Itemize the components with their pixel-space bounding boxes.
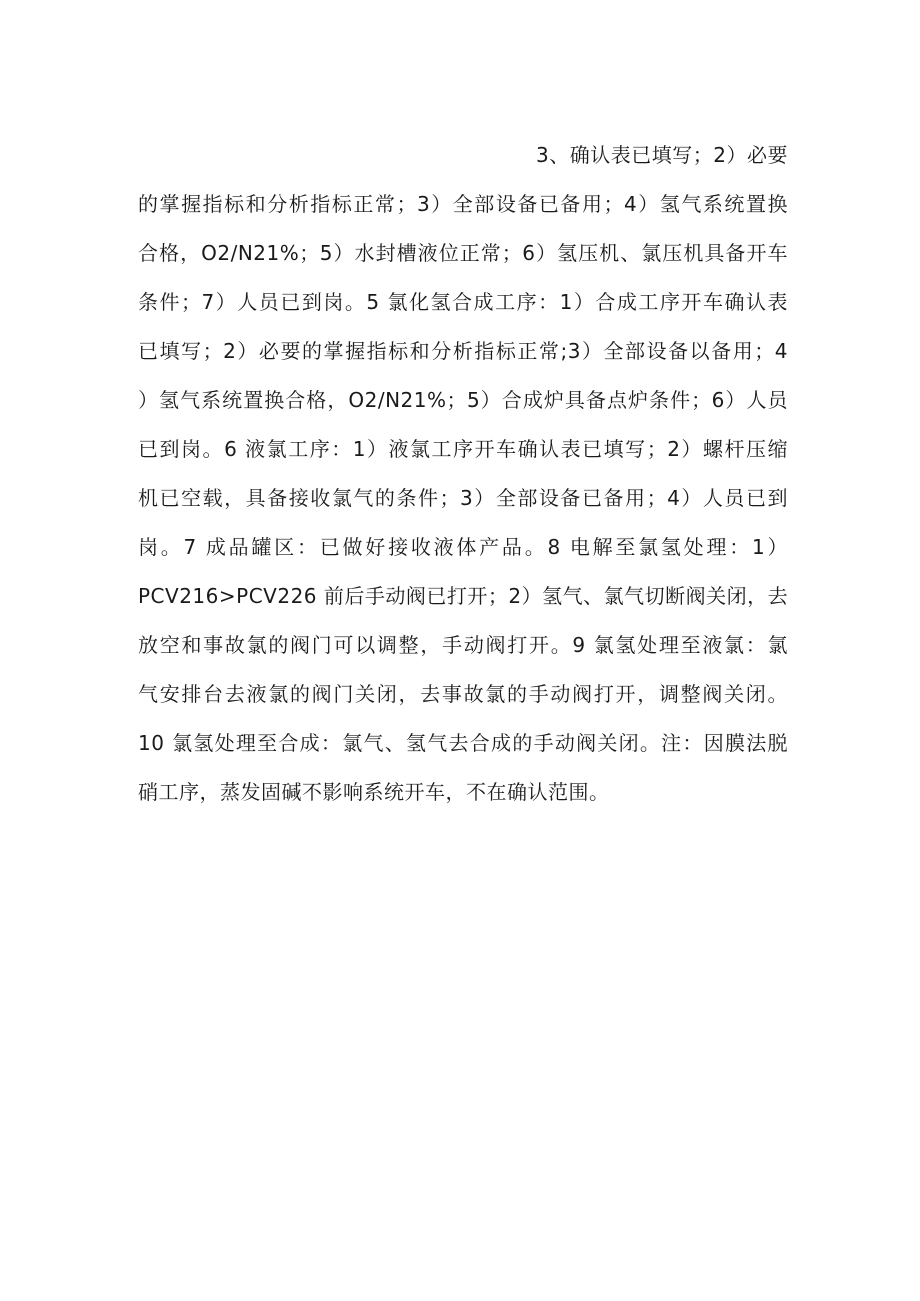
- text-line: 3、确认表已填写；2）必要: [536, 143, 788, 167]
- text-line: 已到岗。6 液氯工序：1）液氯工序开车确认表已填写；2）螺杆压缩: [138, 437, 788, 461]
- text-line: 岗。7 成品罐区：已做好接收液体产品。8 电解至氯氢处理：1）: [138, 535, 788, 559]
- text-line: 硝工序，蒸发固碱不影响系统开车，不在确认范围。: [138, 780, 610, 804]
- text-line: 机已空载，具备接收氯气的条件；3）全部设备已备用；4）人员已到: [138, 486, 788, 510]
- text-line: 10 氯氢处理至合成：氯气、氢气去合成的手动阀关闭。注：因膜法脱: [138, 731, 788, 755]
- text-line: 合格，O2/N21%；5）水封槽液位正常；6）氢压机、氯压机具备开车: [138, 241, 788, 265]
- text-line: PCV216>PCV226 前后手动阀已打开；2）氢气、氯气切断阀关闭，去: [138, 584, 789, 608]
- text-line: 已填写；2）必要的掌握指标和分析指标正常;3）全部设备以备用；4: [138, 339, 788, 363]
- text-line: 的掌握指标和分析指标正常；3）全部设备已备用；4）氢气系统置换: [138, 192, 788, 216]
- text-line: 条件；7）人员已到岗。5 氯化氢合成工序：1）合成工序开车确认表: [138, 290, 788, 314]
- document-body-text: [138, 137, 788, 823]
- text-line: 气安排台去液氯的阀门关闭，去事故氯的手动阀打开，调整阀关闭。: [138, 682, 788, 706]
- text-line: 放空和事故氯的阀门可以调整，手动阀打开。9 氯氢处理至液氯：氯: [138, 633, 788, 657]
- text-line: ）氢气系统置换合格，O2/N21%；5）合成炉具备点炉条件；6）人员: [138, 388, 788, 412]
